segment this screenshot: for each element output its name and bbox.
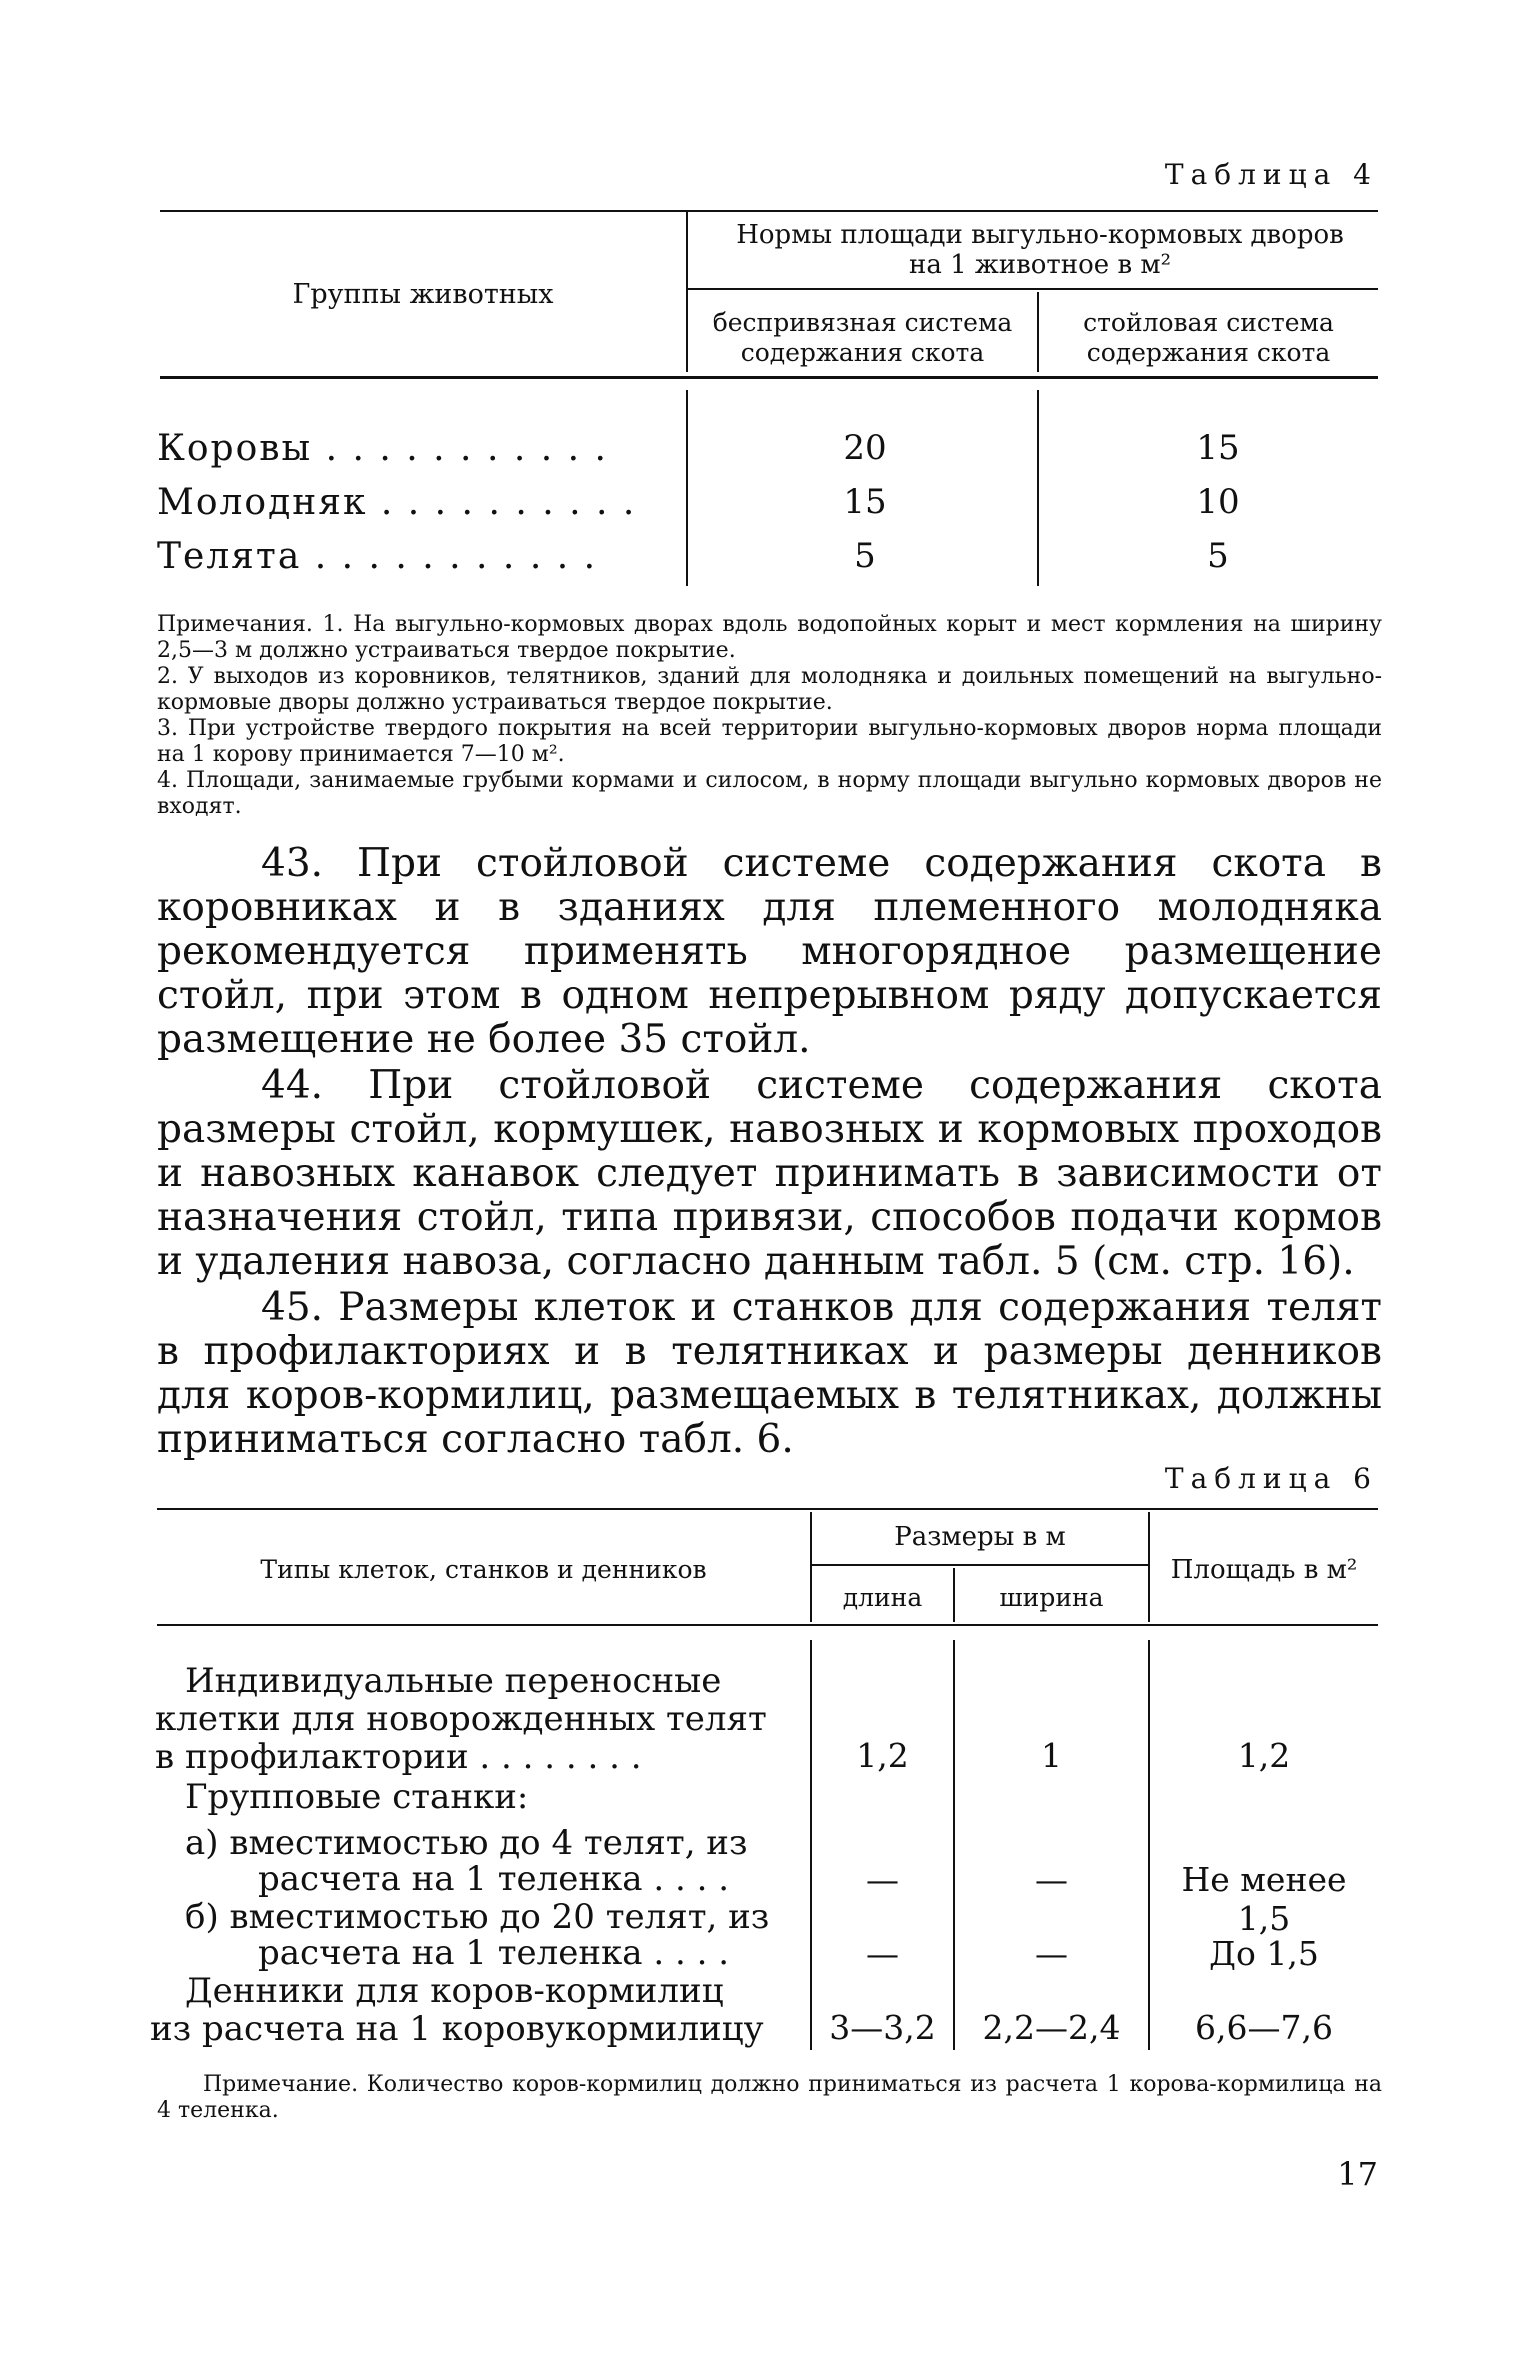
table6-row3-length: — xyxy=(866,1934,899,1973)
table4-subheader-rule xyxy=(688,288,1378,290)
table6-row4-line2: из расчета на 1 коровукормилицу xyxy=(150,2009,764,2049)
table6-row4-length: 3—3,2 xyxy=(829,2008,936,2047)
table4-note-3: 3. При устройстве твердого покрытия на всей территории выгульно-кормовых дворов норма площади на 1 корову принимается 7—10 м². xyxy=(157,716,1382,767)
table6-group-heading: Групповые станки: xyxy=(185,1777,529,1817)
table4-row-label-young: Молодняк . . . . . . . . . . xyxy=(157,482,637,523)
table6-subheader-rule xyxy=(812,1564,1148,1566)
table6-col-area: Площадь в м² xyxy=(1170,1555,1358,1585)
table6-col-types: Типы клеток, станков и денников xyxy=(260,1555,707,1584)
table6-row2-line1: а) вместимостью до 4 телят, из xyxy=(185,1823,748,1863)
table4-top-rule xyxy=(160,210,1378,212)
table6-note: Примечание. Количество коров-кормилиц должно приниматься из расчета 1 корова-кормилица на 4 теленка. xyxy=(157,2072,1382,2123)
table4-row-calves-loose: 5 xyxy=(854,536,876,576)
table4-col-stall: стойловая система содержания скота xyxy=(1083,308,1334,367)
table6-row4-width: 2,2—2,4 xyxy=(982,2008,1121,2047)
table4-body-divider-2 xyxy=(1037,390,1039,586)
table6-body-divider-1 xyxy=(810,1640,812,2050)
table4-row-cows-loose: 20 xyxy=(843,428,887,468)
table6-row2-line2: расчета на 1 теленка . . . . xyxy=(258,1859,730,1899)
paragraph-45: 45. Размеры клеток и станков для содержания телят в профилакториях и в телятниках и размеры денников для коров-кормилиц, размещаемых в телятниках, должны приниматься согласно табл. 6. xyxy=(157,1285,1382,1462)
table4-caption: Таблица 4 xyxy=(1164,158,1378,191)
table4-body-divider-1 xyxy=(686,390,688,586)
table6-row2-area: Не менее 1,5 xyxy=(1181,1860,1347,1938)
table6-row3-line2: расчета на 1 теленка . . . . xyxy=(258,1933,730,1973)
table6-row3-line1: б) вместимостью до 20 телят, из xyxy=(185,1897,770,1937)
table6-row3-area: До 1,5 xyxy=(1209,1934,1319,1973)
table6-row1-line1: Индивидуальные переносные xyxy=(185,1661,722,1701)
table6-row2-length: — xyxy=(866,1860,899,1899)
table4-row-calves-stall: 5 xyxy=(1207,536,1229,576)
table4-row-label-cows: Коровы . . . . . . . . . . . xyxy=(157,428,608,469)
table4-row-cows-stall: 15 xyxy=(1196,428,1240,468)
table4-note-1: Примечания. 1. На выгульно-кормовых дворах вдоль водопойных корыт и мест кормления на ширину 2,5—3 м должно устраиваться твердое покрытие. xyxy=(157,612,1382,663)
table6-row4-area: 6,6—7,6 xyxy=(1195,2008,1333,2047)
table6-col-width: ширина xyxy=(999,1583,1104,1612)
table6-row2-width: — xyxy=(1035,1860,1068,1899)
table6-row1-line3: в профилактории . . . . . . . . xyxy=(155,1737,642,1777)
table6-row1-line2: клетки для новорожденных телят xyxy=(155,1699,767,1739)
table4-note-2: 2. У выходов из коровников, телятников, зданий для молодняка и доильных помещений на выгульно-кормовые дворы должно устраиваться твердое покрытие. xyxy=(157,664,1382,715)
table6-body-divider-2 xyxy=(953,1640,955,2050)
table6-col-sizes: Размеры в м xyxy=(894,1522,1066,1552)
table4-row-label-calves: Телята . . . . . . . . . . . xyxy=(157,536,598,577)
table6-top-rule xyxy=(157,1508,1378,1510)
table6-caption: Таблица 6 xyxy=(1164,1462,1378,1495)
table4-header-bottom-rule xyxy=(160,376,1378,379)
page-number: 17 xyxy=(1337,2155,1378,2193)
paragraph-44: 44. При стойловой системе содержания скота размеры стойл, кормушек, навозных и кормовых проходов и навозных канавок следует принимать в зависимости от назначения стойл, типа привязи, способов подачи кормов и удаления навоза, согласно данным табл. 5 (см. стр. 16). xyxy=(157,1063,1382,1284)
table6-col-length: длина xyxy=(842,1583,923,1612)
table4-note-4: 4. Площади, занимаемые грубыми кормами и силосом, в норму площади выгульно кормовых дворов не входят. xyxy=(157,768,1382,819)
table4-col-norms: Нормы площади выгульно-кормовых дворов на 1 животное в м² xyxy=(736,220,1344,280)
table4-col-group: Группы животных xyxy=(292,279,554,310)
table6-row4-line1: Денники для коров-кормилиц xyxy=(185,1971,724,2011)
table4-row-young-loose: 15 xyxy=(843,482,887,522)
table6-row1-area: 1,2 xyxy=(1237,1736,1291,1775)
table6-row1-width: 1 xyxy=(1041,1736,1062,1775)
table4-col-loose: беспривязная система содержания скота xyxy=(712,308,1013,367)
table4-row-young-stall: 10 xyxy=(1196,482,1240,522)
table6-body-divider-3 xyxy=(1148,1640,1150,2050)
table6-row3-width: — xyxy=(1035,1934,1068,1973)
paragraph-43: 43. При стойловой системе содержания скота в коровниках и в зданиях для племенного молодняка рекомендуется применять многорядное размещение стойл, при этом в одном непрерывном ряду допускается размещение не более 35 стойл. xyxy=(157,841,1382,1062)
table6-row1-length: 1,2 xyxy=(856,1736,909,1775)
table6-header-bottom-rule xyxy=(157,1624,1378,1626)
